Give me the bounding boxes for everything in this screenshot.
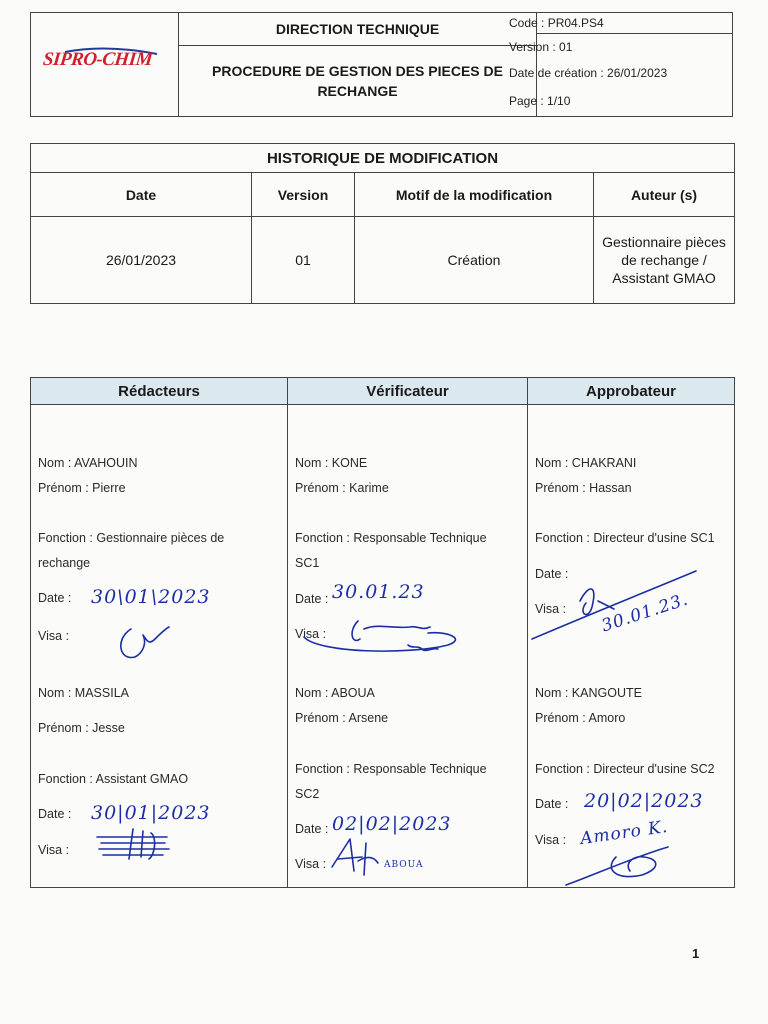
row-author: Gestionnaire pièces de rechange / Assistant GMAO xyxy=(594,217,735,304)
history-table xyxy=(30,143,735,304)
logo-cell xyxy=(31,13,179,116)
verificateur-2-date-label: Date : xyxy=(295,822,329,836)
verificateur-1-fonction-2: SC1 xyxy=(295,556,320,570)
verificateur-2-fonction-2: SC2 xyxy=(295,787,320,801)
verificateur-2-date-handwritten: 02|02|2023 xyxy=(332,813,452,835)
approbateur-2-visa-label: Visa : xyxy=(535,833,567,847)
meta-divider xyxy=(536,33,733,34)
redacteurs-cell xyxy=(31,405,288,888)
signatures-table xyxy=(30,377,735,888)
approbateur-cell xyxy=(528,405,735,888)
approbateur-2-prenom: Prénom : Amoro xyxy=(535,711,626,725)
col-author: Auteur (s) xyxy=(594,173,735,217)
col-date: Date xyxy=(31,173,252,217)
approbateur-1-prenom: Prénom : Hassan xyxy=(535,481,632,495)
col-version: Version xyxy=(252,173,355,217)
redacteur-1-prenom: Prénom : Pierre xyxy=(38,481,126,495)
verificateur-1-nom: Nom : KONE xyxy=(295,456,368,470)
header-center xyxy=(179,13,537,116)
doc-page: Page : 1/10 xyxy=(509,94,571,108)
table-row xyxy=(31,217,735,304)
verificateur-2-fonction: Fonction : Responsable Technique xyxy=(295,762,487,776)
redacteur-2-prenom: Prénom : Jesse xyxy=(38,721,125,735)
history-title: HISTORIQUE DE MODIFICATION xyxy=(31,144,735,173)
col-reason: Motif de la modification xyxy=(355,173,594,217)
redacteur-1-fonction-2: rechange xyxy=(38,556,91,570)
redacteur-2-date-handwritten: 30|01|2023 xyxy=(91,802,211,824)
verificateur-cell xyxy=(288,405,528,888)
redacteur-1-nom: Nom : AVAHOUIN xyxy=(38,456,138,470)
col-redacteurs: Rédacteurs xyxy=(31,378,288,405)
verificateur-2-signature xyxy=(328,835,418,881)
company-logo: SIPRO-CHIM xyxy=(41,49,154,70)
col-verificateur: Vérificateur xyxy=(288,378,528,405)
redacteur-1-signature xyxy=(113,617,173,667)
verificateur-2-prenom: Prénom : Arsene xyxy=(295,711,389,725)
doc-creation-date: Date de création : 26/01/2023 xyxy=(509,66,668,80)
col-approbateur: Approbateur xyxy=(528,378,735,405)
approbateur-2-nom: Nom : KANGOUTE xyxy=(535,686,642,700)
redacteur-1-date-handwritten: 30\01\2023 xyxy=(91,586,211,608)
approbateur-1-date-label: Date : xyxy=(535,567,569,581)
approbateur-1-visa-handwritten: 30.01.23. xyxy=(599,589,691,637)
redacteur-2-date-label: Date : xyxy=(38,807,72,821)
doc-code: Code : PR04.PS4 xyxy=(509,16,604,30)
row-version: 01 xyxy=(252,217,355,304)
row-date: 26/01/2023 xyxy=(31,217,252,304)
verificateur-1-prenom: Prénom : Karime xyxy=(295,481,389,495)
approbateur-1-nom: Nom : CHAKRANI xyxy=(535,456,637,470)
verificateur-1-date-handwritten: 30.01.23 xyxy=(332,581,425,603)
page-number: 1 xyxy=(692,946,700,961)
document-header xyxy=(30,12,733,117)
verificateur-1-fonction: Fonction : Responsable Technique xyxy=(295,531,487,545)
approbateur-1-fonction: Fonction : Directeur d'usine SC1 xyxy=(535,531,715,545)
verificateur-1-signature xyxy=(298,609,468,659)
approbateur-1-visa-label: Visa : xyxy=(535,602,567,616)
verificateur-1-date-label: Date : xyxy=(295,592,329,606)
redacteur-2-visa-label: Visa : xyxy=(38,843,70,857)
verificateur-2-nom: Nom : ABOUA xyxy=(295,686,375,700)
doc-version: Version : 01 xyxy=(509,40,573,54)
approbateur-2-fonction: Fonction : Directeur d'usine SC2 xyxy=(535,762,715,776)
redacteur-1-visa-label: Visa : xyxy=(38,629,70,643)
redacteur-1-date-label: Date : xyxy=(38,591,72,605)
redacteur-2-signature xyxy=(93,825,173,865)
department-title: DIRECTION TECHNIQUE xyxy=(179,13,536,46)
approbateur-2-date-handwritten: 20|02|2023 xyxy=(584,790,704,812)
redacteur-2-nom: Nom : MASSILA xyxy=(38,686,129,700)
redacteur-1-fonction: Fonction : Gestionnaire pièces de xyxy=(38,531,225,545)
row-reason: Création xyxy=(355,217,594,304)
approbateur-2-signature xyxy=(564,841,674,889)
approbateur-2-visa-handwritten: Amoro K. xyxy=(579,816,670,850)
approbateur-2-date-label: Date : xyxy=(535,797,569,811)
redacteur-2-fonction: Fonction : Assistant GMAO xyxy=(38,772,189,786)
verificateur-2-visa-label: Visa : xyxy=(295,857,327,871)
verificateur-2-visa-handwritten: ABOUA xyxy=(384,860,424,870)
verificateur-1-visa-label: Visa : xyxy=(295,627,327,641)
document-title: PROCEDURE DE GESTION DES PIECES DE RECHANGE xyxy=(212,63,503,99)
